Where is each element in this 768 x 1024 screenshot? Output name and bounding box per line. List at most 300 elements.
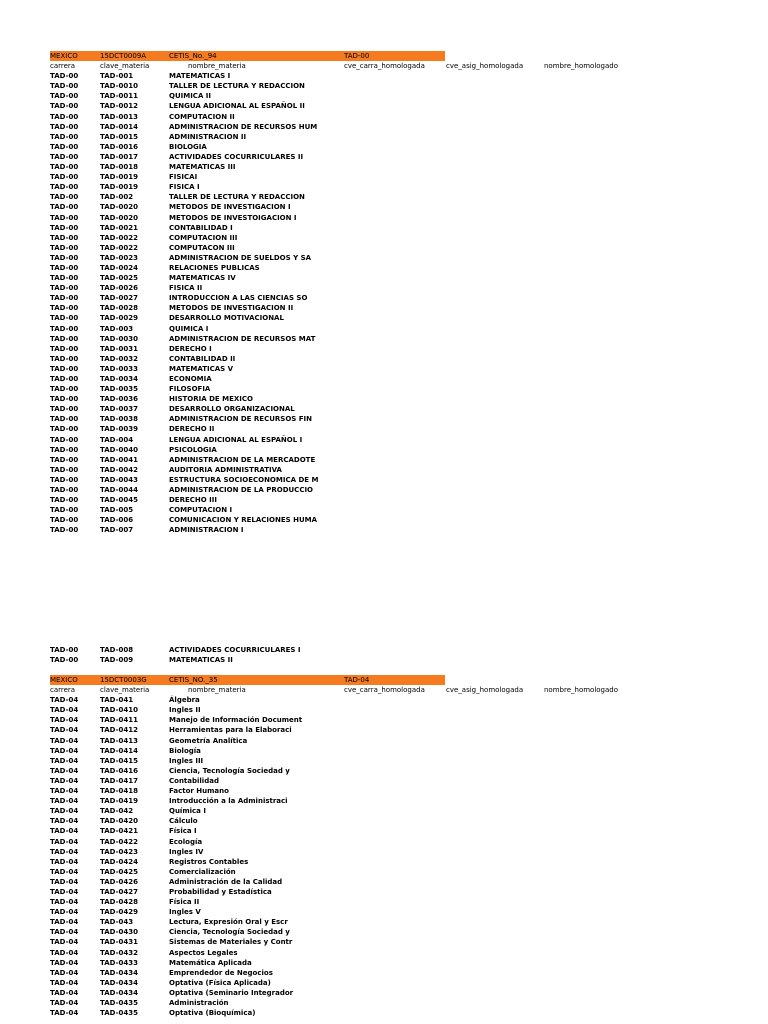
clave-materia-cell: TAD-0412 <box>100 726 138 735</box>
carrera-cell: TAD-00 <box>50 486 79 495</box>
nombre-materia-cell: Ciencia, Tecnología Sociedad y <box>169 928 290 937</box>
carrera-cell: TAD-00 <box>50 122 79 131</box>
table-row <box>50 978 630 988</box>
carrera-cell: TAD-00 <box>50 203 79 212</box>
column-header-row <box>50 685 630 695</box>
nombre-materia-cell: COMPUTACON III <box>169 243 235 252</box>
career-code-cell: TAD-04 <box>344 676 370 684</box>
state-cell: MEXICO <box>50 676 78 684</box>
carrera-cell: TAD-00 <box>50 344 79 353</box>
table-row <box>50 927 630 937</box>
nombre-materia-cell: DESARROLLO ORGANIZACIONAL <box>169 405 295 414</box>
nombre-materia-cell: Álgebra <box>169 696 200 705</box>
nombre-materia-cell: PSICOLOGIA <box>169 445 217 454</box>
state-cell: MEXICO <box>50 52 78 60</box>
nombre-materia-cell: METODOS DE INVESTIGACION I <box>169 203 291 212</box>
nombre-materia-cell: DESARROLLO MOTIVACIONAL <box>169 314 284 323</box>
nombre-materia-cell: CONTABILIDAD II <box>169 354 236 363</box>
nombre-materia-cell: Ciencia, Tecnología Sociedad y <box>169 766 290 775</box>
nombre-materia-cell: MATEMATICAS IV <box>169 274 236 283</box>
column-header-nombre-materia: nombre_materia <box>188 62 246 71</box>
carrera-cell: TAD-00 <box>50 364 79 373</box>
nombre-materia-cell: Optativa (Física Aplicada) <box>169 978 271 987</box>
table-row <box>50 1008 630 1018</box>
table-row <box>50 273 630 283</box>
clave-materia-cell: TAD-006 <box>100 516 134 525</box>
school-name-cell: CETIS_No._94 <box>169 52 217 60</box>
carrera-cell: TAD-00 <box>50 72 79 81</box>
carrera-cell: TAD-00 <box>50 395 79 404</box>
table-row <box>50 937 630 947</box>
table-row <box>50 515 630 525</box>
carrera-cell: TAD-04 <box>50 807 79 816</box>
carrera-cell: TAD-00 <box>50 405 79 414</box>
nombre-materia-cell: Factor Humano <box>169 787 229 796</box>
clave-materia-cell: TAD-0434 <box>100 968 138 977</box>
column-header-nombre-homologado: nombre_homologado <box>544 62 619 71</box>
carrera-cell: TAD-04 <box>50 978 79 987</box>
carrera-cell: TAD-04 <box>50 776 79 785</box>
carrera-cell: TAD-04 <box>50 877 79 886</box>
table-row <box>50 746 630 756</box>
nombre-materia-cell: ADMINISTRACION DE LA MERCADOTE <box>169 455 316 464</box>
clave-materia-cell: TAD-0033 <box>100 364 138 373</box>
table-row <box>50 645 630 655</box>
nombre-materia-cell: CONTABILIDAD I <box>169 223 233 232</box>
nombre-materia-cell: ADMINISTRACION II <box>169 132 247 141</box>
nombre-materia-cell: ADMINISTRACION I <box>169 526 244 535</box>
nombre-materia-cell: FISICA II <box>169 284 203 293</box>
clave-materia-cell: TAD-0036 <box>100 395 138 404</box>
clave-materia-cell: TAD-0026 <box>100 284 138 293</box>
clave-materia-cell: TAD-0424 <box>100 857 138 866</box>
clave-materia-cell: TAD-0019 <box>100 183 138 192</box>
table-row <box>50 465 630 475</box>
carrera-cell: TAD-04 <box>50 726 79 735</box>
clave-materia-cell: TAD-0417 <box>100 776 138 785</box>
clave-materia-cell: TAD-0038 <box>100 415 138 424</box>
nombre-materia-cell: Probabilidad y Estadística <box>169 887 272 896</box>
nombre-materia-cell: Ingles IV <box>169 847 204 856</box>
nombre-materia-cell: Física II <box>169 898 200 907</box>
table-row <box>50 847 630 857</box>
carrera-cell: TAD-04 <box>50 837 79 846</box>
clave-materia-cell: TAD-0034 <box>100 375 138 383</box>
nombre-materia-cell: Ingles II <box>169 706 201 715</box>
nombre-materia-cell: Emprendedor de Negocios <box>169 968 273 977</box>
nombre-materia-cell: Introducción a la Administraci <box>169 797 288 806</box>
table-row <box>50 112 630 122</box>
nombre-materia-cell: ACTIVIDADES COCURRICULARES II <box>169 152 304 161</box>
table-row <box>50 857 630 867</box>
table-row <box>50 374 630 384</box>
carrera-cell: TAD-00 <box>50 294 79 303</box>
sheet-block-continuation <box>50 645 630 665</box>
school-code-cell: 15DCT0009A <box>100 52 147 60</box>
clave-materia-cell: TAD-0045 <box>100 496 138 505</box>
clave-materia-cell: TAD-0042 <box>100 465 138 474</box>
carrera-cell: TAD-00 <box>50 183 79 192</box>
carrera-cell: TAD-04 <box>50 797 79 806</box>
nombre-materia-cell: LENGUA ADICIONAL AL ESPAÑOL II <box>169 102 305 111</box>
nombre-materia-cell: Manejo de Información Document <box>169 716 303 725</box>
table-row <box>50 202 630 212</box>
table-row <box>50 705 630 715</box>
nombre-materia-cell: HISTORIA DE MEXICO <box>169 395 253 404</box>
nombre-materia-cell: Ingles III <box>169 756 204 765</box>
table-row <box>50 897 630 907</box>
nombre-materia-cell: TALLER DE LECTURA Y REDACCION <box>169 82 305 91</box>
carrera-cell: TAD-00 <box>50 92 79 101</box>
table-row <box>50 91 630 101</box>
table-row <box>50 263 630 273</box>
clave-materia-cell: TAD-0012 <box>100 102 138 111</box>
carrera-cell: TAD-04 <box>50 756 79 765</box>
nombre-materia-cell: DERECHO III <box>169 496 217 505</box>
table-row <box>50 101 630 111</box>
table-row <box>50 283 630 293</box>
nombre-materia-cell: AUDITORIA ADMINISTRATIVA <box>169 465 282 474</box>
carrera-cell: TAD-00 <box>50 213 79 222</box>
clave-materia-cell: TAD-0420 <box>100 817 138 826</box>
nombre-materia-cell: ACTIVIDADES COCURRICULARES I <box>169 646 301 654</box>
nombre-materia-cell: TALLER DE LECTURA Y REDACCION <box>169 193 305 202</box>
carrera-cell: TAD-00 <box>50 263 79 272</box>
clave-materia-cell: TAD-0421 <box>100 827 138 836</box>
table-row <box>50 826 630 836</box>
table-row <box>50 837 630 847</box>
table-row <box>50 313 630 323</box>
table-row <box>50 958 630 968</box>
carrera-cell: TAD-00 <box>50 465 79 474</box>
clave-materia-cell: TAD-0025 <box>100 274 138 283</box>
table-row <box>50 505 630 515</box>
table-row <box>50 806 630 816</box>
clave-materia-cell: TAD-0435 <box>100 999 138 1007</box>
nombre-materia-cell: ADMINISTRACION DE SUELDOS Y SA <box>169 253 312 262</box>
table-row <box>50 384 630 394</box>
column-header-carrera: carrera <box>50 686 76 695</box>
table-row <box>50 695 630 705</box>
nombre-materia-cell: ADMINISTRACION DE RECURSOS FIN <box>169 415 313 424</box>
carrera-cell: TAD-00 <box>50 475 79 484</box>
table-row <box>50 324 630 334</box>
carrera-cell: TAD-00 <box>50 354 79 363</box>
career-code-cell: TAD-00 <box>344 52 370 60</box>
clave-materia-cell: TAD-002 <box>100 193 134 202</box>
nombre-materia-cell: COMPUTACION II <box>169 112 235 121</box>
table-row <box>50 303 630 313</box>
clave-materia-cell: TAD-007 <box>100 526 134 535</box>
clave-materia-cell: TAD-009 <box>100 656 134 665</box>
clave-materia-cell: TAD-008 <box>100 646 134 654</box>
clave-materia-cell: TAD-0010 <box>100 82 138 91</box>
carrera-cell: TAD-00 <box>50 173 79 182</box>
table-row <box>50 766 630 776</box>
table-row <box>50 364 630 374</box>
carrera-cell: TAD-00 <box>50 506 79 515</box>
nombre-materia-cell: Comercialización <box>169 867 236 876</box>
table-row <box>50 132 630 142</box>
table-row <box>50 142 630 152</box>
clave-materia-cell: TAD-0410 <box>100 706 138 715</box>
carrera-cell: TAD-04 <box>50 766 79 775</box>
nombre-materia-cell: Matemática Aplicada <box>169 958 252 967</box>
clave-materia-cell: TAD-0032 <box>100 354 138 363</box>
nombre-materia-cell: Ecología <box>169 837 203 846</box>
carrera-cell: TAD-04 <box>50 736 79 745</box>
clave-materia-cell: TAD-005 <box>100 506 134 515</box>
column-header-carrera: carrera <box>50 62 76 71</box>
table-row <box>50 786 630 796</box>
table-row <box>50 715 630 725</box>
carrera-cell: TAD-00 <box>50 496 79 505</box>
clave-materia-cell: TAD-001 <box>100 72 134 81</box>
carrera-cell: TAD-04 <box>50 1009 79 1018</box>
carrera-cell: TAD-04 <box>50 908 79 917</box>
carrera-cell: TAD-04 <box>50 988 79 997</box>
column-header-cve-asig-homologada: cve_asig_homologada <box>446 686 524 695</box>
clave-materia-cell: TAD-0431 <box>100 938 138 947</box>
nombre-materia-cell: ADMINISTRACION DE RECURSOS HUM <box>169 122 318 131</box>
clave-materia-cell: TAD-0019 <box>100 173 138 182</box>
table-row <box>50 354 630 364</box>
nombre-materia-cell: ADMINISTRACION DE LA PRODUCCIO <box>169 486 314 495</box>
nombre-materia-cell: MATEMATICAS III <box>169 163 236 172</box>
nombre-materia-cell: MATEMATICAS II <box>169 656 233 665</box>
clave-materia-cell: TAD-0018 <box>100 163 138 172</box>
carrera-cell: TAD-00 <box>50 526 79 535</box>
carrera-cell: TAD-00 <box>50 102 79 111</box>
clave-materia-cell: TAD-003 <box>100 324 134 333</box>
table-row <box>50 71 630 81</box>
table-row <box>50 192 630 202</box>
nombre-materia-cell: Optativa (Seminario Integrador <box>169 988 294 997</box>
clave-materia-cell: TAD-0029 <box>100 314 138 323</box>
nombre-materia-cell: COMUNICACION Y RELACIONES HUMA <box>169 516 318 525</box>
clave-materia-cell: TAD-0030 <box>100 334 138 343</box>
carrera-cell: TAD-04 <box>50 887 79 896</box>
nombre-materia-cell: Administración de la Calidad <box>169 877 283 886</box>
table-row <box>50 162 630 172</box>
carrera-cell: TAD-00 <box>50 375 79 383</box>
carrera-cell: TAD-00 <box>50 233 79 242</box>
carrera-cell: TAD-00 <box>50 455 79 464</box>
table-row <box>50 435 630 445</box>
carrera-cell: TAD-04 <box>50 999 79 1007</box>
nombre-materia-cell: Registros Contables <box>169 857 249 866</box>
nombre-materia-cell: Geometría Analítica <box>169 736 248 745</box>
clave-materia-cell: TAD-0043 <box>100 475 138 484</box>
nombre-materia-cell: METODOS DE INVESTIGACION II <box>169 304 294 313</box>
table-row <box>50 152 630 162</box>
nombre-materia-cell: ECONOMIA <box>169 375 212 383</box>
nombre-materia-cell: ESTRUCTURA SOCIOECONOMICA DE M <box>169 475 319 484</box>
carrera-cell: TAD-00 <box>50 193 79 202</box>
clave-materia-cell: TAD-0016 <box>100 142 138 151</box>
table-row <box>50 243 630 253</box>
carrera-cell: TAD-00 <box>50 385 79 394</box>
clave-materia-cell: TAD-0020 <box>100 213 138 222</box>
nombre-materia-cell: Aspectos Legales <box>169 948 238 957</box>
clave-materia-cell: TAD-0044 <box>100 486 138 495</box>
table-row <box>50 988 630 998</box>
clave-materia-cell: TAD-0427 <box>100 887 138 896</box>
nombre-materia-cell: FISICAI <box>169 173 198 182</box>
table-row <box>50 968 630 978</box>
carrera-cell: TAD-04 <box>50 898 79 907</box>
table-row <box>50 394 630 404</box>
clave-materia-cell: TAD-041 <box>100 696 134 705</box>
carrera-cell: TAD-04 <box>50 938 79 947</box>
clave-materia-cell: TAD-0430 <box>100 928 138 937</box>
carrera-cell: TAD-00 <box>50 334 79 343</box>
table-row <box>50 887 630 897</box>
clave-materia-cell: TAD-0011 <box>100 92 138 101</box>
clave-materia-cell: TAD-0017 <box>100 152 138 161</box>
table-row <box>50 253 630 263</box>
nombre-materia-cell: Optativa (Bioquímica) <box>169 1009 256 1018</box>
carrera-cell: TAD-04 <box>50 847 79 856</box>
clave-materia-cell: TAD-0435 <box>100 1009 138 1018</box>
carrera-cell: TAD-00 <box>50 415 79 424</box>
clave-materia-cell: TAD-0014 <box>100 122 138 131</box>
table-row <box>50 233 630 243</box>
table-row <box>50 525 630 535</box>
table-row <box>50 414 630 424</box>
nombre-materia-cell: MATEMATICAS V <box>169 364 234 373</box>
column-header-clave-materia: clave_materia <box>100 686 150 695</box>
carrera-cell: TAD-00 <box>50 112 79 121</box>
carrera-cell: TAD-00 <box>50 516 79 525</box>
table-row <box>50 122 630 132</box>
clave-materia-cell: TAD-0432 <box>100 948 138 957</box>
carrera-cell: TAD-00 <box>50 142 79 151</box>
nombre-materia-cell: INTRODUCCION A LAS CIENCIAS SO <box>169 294 308 303</box>
school-name-cell: CETIS_NO._35 <box>169 676 218 684</box>
nombre-materia-cell: Lectura, Expresión Oral y Escr <box>169 918 288 927</box>
carrera-cell: TAD-04 <box>50 817 79 826</box>
carrera-cell: TAD-04 <box>50 857 79 866</box>
carrera-cell: TAD-04 <box>50 716 79 725</box>
nombre-materia-cell: QUIMICA I <box>169 324 209 333</box>
column-header-cve-asig-homologada: cve_asig_homologada <box>446 62 524 71</box>
table-row <box>50 796 630 806</box>
table-row <box>50 475 630 485</box>
clave-materia-cell: TAD-0022 <box>100 233 138 242</box>
clave-materia-cell: TAD-0015 <box>100 132 138 141</box>
table-row <box>50 907 630 917</box>
table-row <box>50 445 630 455</box>
clave-materia-cell: TAD-0020 <box>100 203 138 212</box>
nombre-materia-cell: Herramientas para la Elaboraci <box>169 726 292 735</box>
nombre-materia-cell: LENGUA ADICIONAL AL ESPAÑOL I <box>169 435 303 444</box>
nombre-materia-cell: Ingles V <box>169 908 201 917</box>
table-row <box>50 948 630 958</box>
clave-materia-cell: TAD-0035 <box>100 385 138 394</box>
carrera-cell: TAD-00 <box>50 223 79 232</box>
clave-materia-cell: TAD-0037 <box>100 405 138 414</box>
sheet-block-cetis-94 <box>50 51 630 536</box>
table-row <box>50 81 630 91</box>
table-row <box>50 344 630 354</box>
carrera-cell: TAD-04 <box>50 696 79 705</box>
clave-materia-cell: TAD-0425 <box>100 867 138 876</box>
clave-materia-cell: TAD-0434 <box>100 988 138 997</box>
nombre-materia-cell: ADMINISTRACION DE RECURSOS MAT <box>169 334 316 343</box>
carrera-cell: TAD-04 <box>50 787 79 796</box>
table-row <box>50 455 630 465</box>
clave-materia-cell: TAD-0416 <box>100 766 138 775</box>
nombre-materia-cell: MATEMATICAS I <box>169 72 231 81</box>
carrera-cell: TAD-00 <box>50 274 79 283</box>
table-row <box>50 816 630 826</box>
table-row <box>50 998 630 1008</box>
clave-materia-cell: TAD-0022 <box>100 243 138 252</box>
clave-materia-cell: TAD-0411 <box>100 716 138 725</box>
clave-materia-cell: TAD-0422 <box>100 837 138 846</box>
carrera-cell: TAD-00 <box>50 656 79 665</box>
carrera-cell: TAD-04 <box>50 827 79 836</box>
table-row <box>50 756 630 766</box>
nombre-materia-cell: Contabilidad <box>169 776 219 785</box>
nombre-materia-cell: BIOLOGIA <box>169 142 207 151</box>
carrera-cell: TAD-00 <box>50 284 79 293</box>
clave-materia-cell: TAD-0039 <box>100 425 138 434</box>
table-row <box>50 655 630 665</box>
carrera-cell: TAD-04 <box>50 706 79 715</box>
clave-materia-cell: TAD-0428 <box>100 898 138 907</box>
column-header-nombre-materia: nombre_materia <box>188 686 246 695</box>
column-header-cve-carra-homologada: cve_carra_homologada <box>344 686 425 695</box>
table-row <box>50 776 630 786</box>
clave-materia-cell: TAD-0024 <box>100 263 138 272</box>
clave-materia-cell: TAD-042 <box>100 807 134 816</box>
clave-materia-cell: TAD-0413 <box>100 736 138 745</box>
clave-materia-cell: TAD-0419 <box>100 797 138 806</box>
table-row <box>50 404 630 414</box>
carrera-cell: TAD-04 <box>50 867 79 876</box>
carrera-cell: TAD-00 <box>50 152 79 161</box>
clave-materia-cell: TAD-0028 <box>100 304 138 313</box>
clave-materia-cell: TAD-0021 <box>100 223 138 232</box>
nombre-materia-cell: Biología <box>169 746 201 755</box>
nombre-materia-cell: RELACIONES PUBLICAS <box>169 263 260 272</box>
nombre-materia-cell: COMPUTACION III <box>169 233 238 242</box>
nombre-materia-cell: Administración <box>169 999 229 1007</box>
table-row <box>50 867 630 877</box>
clave-materia-cell: TAD-0426 <box>100 877 138 886</box>
table-row <box>50 213 630 223</box>
header-row <box>50 51 445 61</box>
clave-materia-cell: TAD-0031 <box>100 344 138 353</box>
table-row <box>50 334 630 344</box>
nombre-materia-cell: Sistemas de Materiales y Contr <box>169 938 293 947</box>
clave-materia-cell: TAD-0041 <box>100 455 138 464</box>
nombre-materia-cell: QUIMICA II <box>169 92 212 101</box>
carrera-cell: TAD-00 <box>50 82 79 91</box>
table-row <box>50 223 630 233</box>
table-row <box>50 495 630 505</box>
carrera-cell: TAD-00 <box>50 304 79 313</box>
clave-materia-cell: TAD-0418 <box>100 787 138 796</box>
carrera-cell: TAD-04 <box>50 968 79 977</box>
nombre-materia-cell: METODOS DE INVESTOIGACION I <box>169 213 297 222</box>
clave-materia-cell: TAD-004 <box>100 435 134 444</box>
header-row <box>50 675 445 685</box>
carrera-cell: TAD-04 <box>50 958 79 967</box>
carrera-cell: TAD-00 <box>50 445 79 454</box>
